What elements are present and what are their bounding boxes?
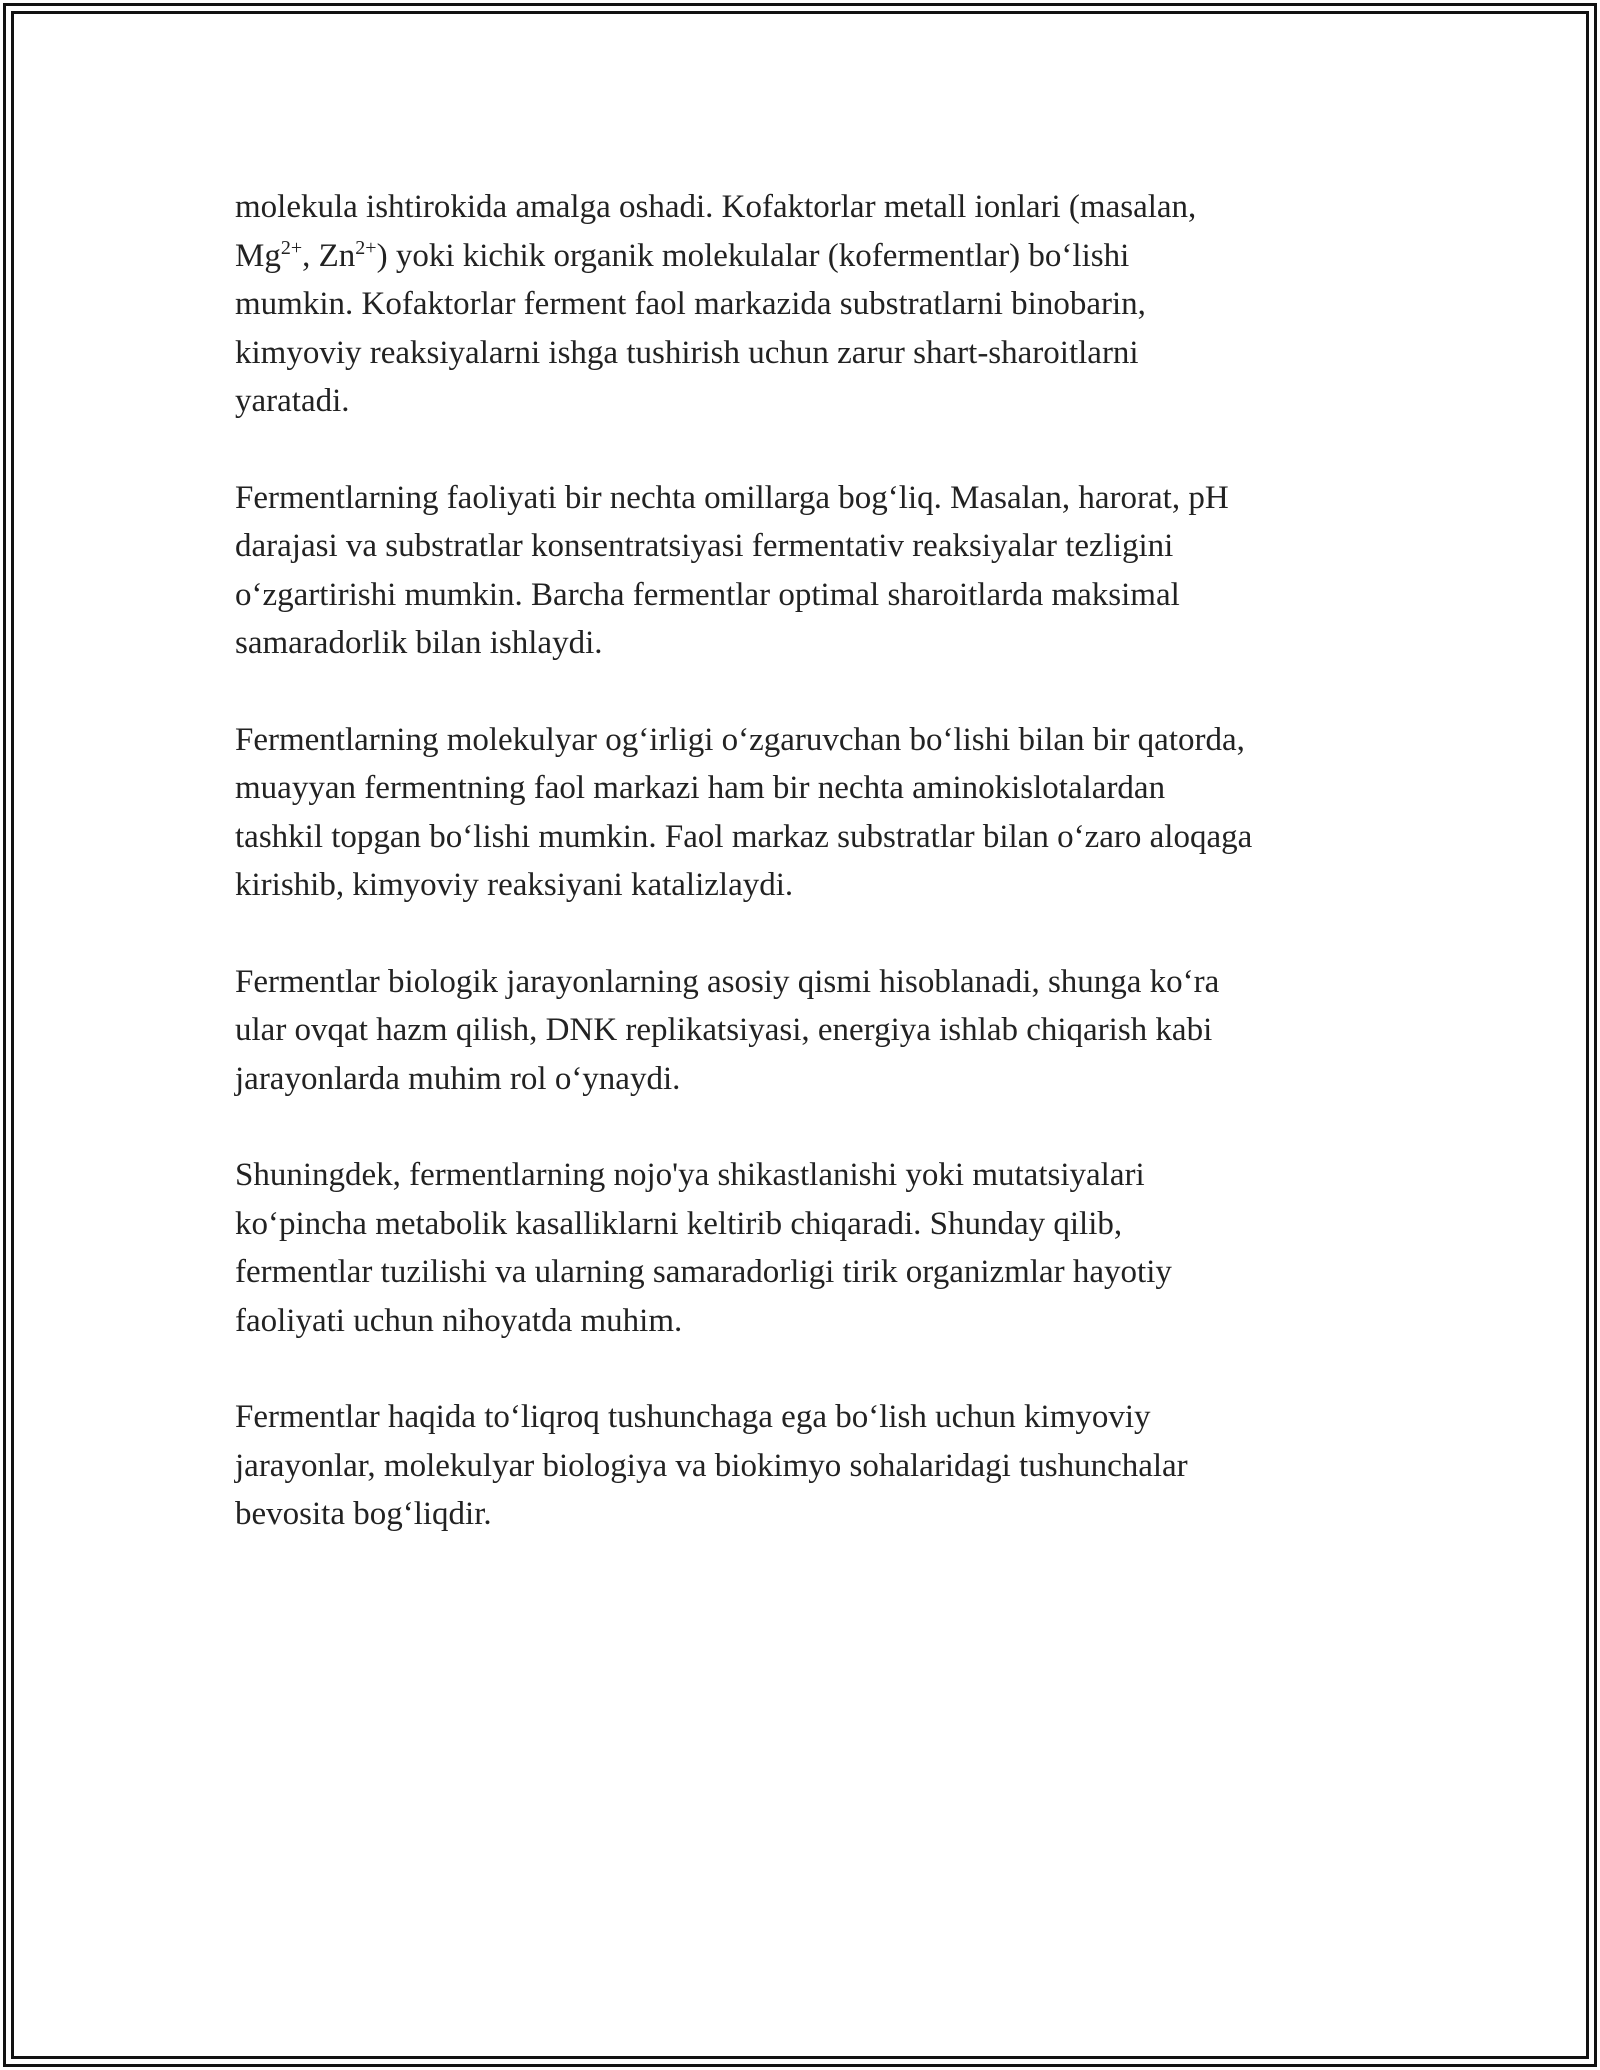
paragraph-line: Fermentlar haqida to‘liqroq tushunchaga ega bo‘lish uchun kimyoviy xyxy=(235,1399,1151,1435)
paragraph-line: kimyoviy reaksiyalarni ishga tushirish uchun zarur shart-sharoitlarni xyxy=(235,334,1139,371)
paragraph-2 xyxy=(235,474,1385,668)
paragraph-6 xyxy=(235,1393,1385,1539)
paragraph-line: Fermentlarning molekulyar og‘irligi o‘zgaruvchan bo‘lishi bilan bir qatorda, xyxy=(235,721,1245,758)
paragraph-line: o‘zgartirishi mumkin. Barcha fermentlar optimal sharoitlarda maksimal xyxy=(235,576,1180,613)
document-body xyxy=(235,183,1385,1587)
paragraph-line: muayyan fermentning faol markazi ham bir nechta aminokislotalardan xyxy=(235,770,1166,806)
paragraph-line: Fermentlarning faoliyati bir nechta omillarga bog‘liq. Masalan, harorat, pH xyxy=(235,479,1229,516)
paragraph-line: yaratadi. xyxy=(235,383,350,419)
paragraph-4 xyxy=(235,958,1385,1104)
paragraph-line: Fermentlar biologik jarayonlarning asosiy qismi hisoblanadi, shunga ko‘ra xyxy=(235,963,1220,1000)
paragraph-line: bevosita bog‘liqdir. xyxy=(235,1496,492,1532)
paragraph-line: faoliyati uchun nihoyatda muhim. xyxy=(235,1302,683,1339)
superscript-charge: 2+ xyxy=(280,236,303,259)
paragraph-line: jarayonlarda muhim rol o‘ynaydi. xyxy=(235,1060,681,1097)
paragraph-line: darajasi va substratlar konsentratsiyasi fermentativ reaksiyalar tezligini xyxy=(235,528,1174,564)
paragraph-1 xyxy=(235,183,1385,426)
paragraph-line: Shuningdek, fermentlarning nojo'ya shikastlanishi yoki mutatsiyalari xyxy=(235,1157,1145,1193)
paragraph-line: ko‘pincha metabolik kasalliklarni keltirib chiqaradi. Shunday qilib, xyxy=(235,1205,1123,1242)
paragraph-line: kirishib, kimyoviy reaksiyani katalizlaydi. xyxy=(235,867,794,903)
paragraph-line: tashkil topgan bo‘lishi mumkin. Faol markaz substratlar bilan o‘zaro aloqaga xyxy=(235,818,1253,855)
paragraph-line: mumkin. Kofaktorlar ferment faol markazida substratlarni binobarin, xyxy=(235,286,1146,322)
paragraph-line-with-superscripts: $Mg^{2+}$, $Zn^{2+}$) yoki kichik organik molekulalar (kofermentlar) bo‘lishi xyxy=(235,236,1130,274)
paragraph-line: ular ovqat hazm qilish, DNK replikatsiyasi, energiya ishlab chiqarish kabi xyxy=(235,1012,1213,1048)
paragraph-line: fermentlar tuzilishi va ularning samaradorligi tirik organizmlar hayotiy xyxy=(235,1254,1172,1290)
paragraph-line: molekula ishtirokida amalga oshadi. Kofaktorlar metall ionlari (masalan, xyxy=(235,189,1197,225)
paragraph-line: samaradorlik bilan ishlaydi. xyxy=(235,625,603,661)
paragraph-line: jarayonlar, molekulyar biologiya va biokimyo sohalaridagi tushunchalar xyxy=(235,1447,1188,1484)
superscript-charge: 2+ xyxy=(355,236,377,259)
paragraph-3 xyxy=(235,716,1385,910)
paragraph-5 xyxy=(235,1151,1385,1345)
